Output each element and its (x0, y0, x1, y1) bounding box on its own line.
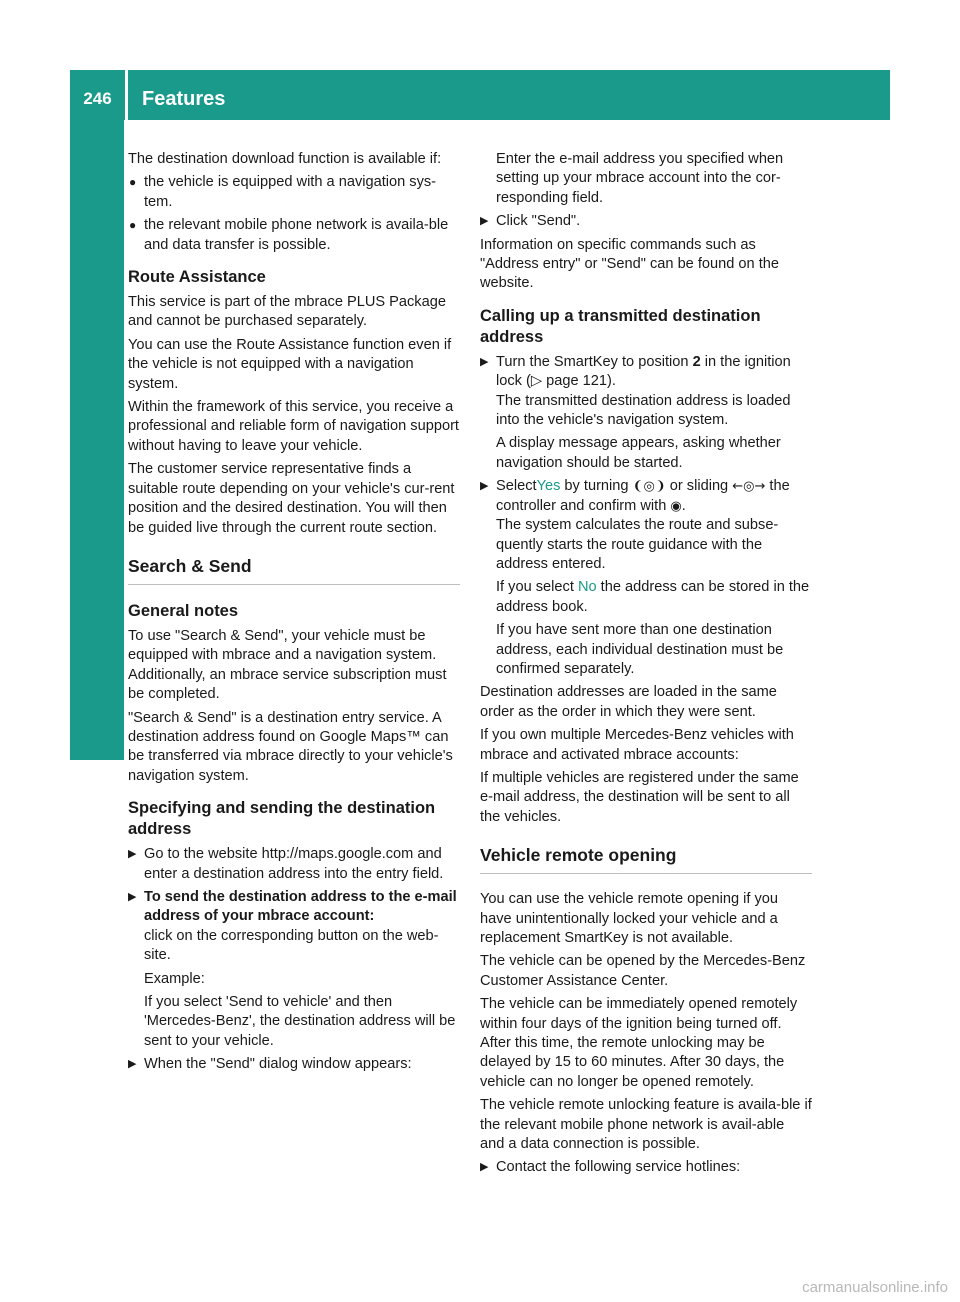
paragraph: The vehicle remote unlocking feature is availa-ble if the relevant mobile phone network is avail-able and a data connection is possible. (480, 1097, 812, 1153)
step-item: ▶ Go to the website http://maps.google.com and enter a destination address into the entry field. (128, 846, 444, 882)
step-item: ▶ SelectYes by turning ❨◎❩ or sliding ←◎→ the controller and confirm with ◉. The system calculates the route and subse-quently starts the route guidance with the address entered. (480, 478, 790, 572)
header-divider (125, 70, 128, 120)
chapter-side-tab (70, 120, 182, 814)
paragraph: The vehicle can be opened by the Mercedes-Benz Customer Assistance Center. (480, 953, 806, 989)
controller-press-icon: ◉ (670, 498, 682, 514)
page-ref-link[interactable]: page 121). (542, 373, 616, 390)
left-column (128, 150, 460, 1079)
paragraph: If you own multiple Mercedes-Benz vehicles with mbrace and activated mbrace accounts: (480, 727, 794, 763)
paragraph: The vehicle can be immediately opened remotely within four days of the ignition being turned off. After this time, the remote unlocking may be delayed by 15 to 60 minutes. After 30 days, the vehicle can no longer be opened remotely. (480, 996, 798, 1090)
no-option-text: If you select No the address can be stored in the address book. (496, 579, 810, 615)
list-item: ● the relevant mobile phone network is availa-ble and data transfer is possible. (129, 217, 449, 253)
list-item: ● the vehicle is equipped with a navigation sys-tem. (129, 174, 437, 210)
page-number: 246 (83, 89, 112, 108)
step-arrow-icon: ▶ (480, 1161, 489, 1174)
example-label: Example: (144, 970, 205, 987)
paragraph: "Search & Send" is a destination entry service. A destination address found on Google Maps™ can be transferred via mbrace directly to your vehicle's navigation system. (128, 709, 453, 784)
step-arrow-icon: ▶ (480, 215, 489, 228)
multiple-destinations-text: If you have sent more than one destination address, each individual destination must be confirmed separately. (496, 622, 784, 677)
display-message-text: A display message appears, asking whether navigation should be started. (496, 435, 781, 471)
intro-text: The destination download function is available if: (128, 151, 442, 167)
remote-opening-heading: Vehicle remote opening (480, 843, 812, 874)
watermark: carmanualsonline.info (802, 1279, 948, 1296)
calling-up-heading: Calling up a transmitted destination address (480, 306, 761, 346)
controller-slide-icon: ←◎→ (732, 479, 766, 495)
step-arrow-icon: ▶ (480, 355, 489, 368)
general-notes-heading: General notes (128, 601, 239, 620)
right-column (480, 150, 812, 1182)
step-item: ▶ To send the destination address to the e-mail address of your mbrace account: click on the corresponding button on the web-site. (128, 888, 457, 964)
email-instruction: Enter the e-mail address you specified when setting up your mbrace account into the cor-responding field. (496, 151, 784, 206)
chapter-title: Stowage and features (157, 586, 182, 814)
step-arrow-icon: ▶ (480, 480, 489, 493)
paragraph: You can use the Route Assistance function even if the vehicle is not equipped with a navigation system. (128, 336, 452, 392)
controller-turn-icon: ❨◎❩ (632, 479, 666, 495)
search-send-heading: Search & Send (128, 554, 460, 585)
example-text: If you select 'Send to vehicle' and then 'Mercedes-Benz', the destination address will be sent to your vehicle. (144, 994, 456, 1049)
step-arrow-icon: ▶ (128, 1058, 137, 1071)
specifying-heading: Specifying and sending the destination address (128, 799, 436, 839)
paragraph: If multiple vehicles are registered under the same e-mail address, the destination will be sent to all the vehicles. (480, 769, 799, 825)
step-item: ▶ Click "Send". (480, 212, 812, 231)
step-arrow-icon: ▶ (128, 890, 137, 903)
bullet-icon: ● (129, 175, 137, 190)
paragraph: The customer service representative finds a suitable route depending on your vehicle's cur-rent position and the desired destination. You will then be guided live through the current route section. (128, 461, 455, 536)
position-number: 2 (692, 353, 701, 370)
page-header (70, 70, 890, 120)
step-item: ▶ Turn the SmartKey to position 2 in the ignition lock (▷ page 121). The transmitted destination address is loaded into the vehicle's navigation system. (480, 353, 791, 429)
step-arrow-icon: ▶ (128, 848, 137, 861)
step-item: ▶ Contact the following service hotlines: (480, 1158, 812, 1177)
step-item: ▶ When the "Send" dialog window appears: (128, 1055, 460, 1074)
paragraph: Information on specific commands such as "Address entry" or "Send" can be found on the website. (480, 236, 780, 292)
route-assistance-heading: Route Assistance (128, 268, 266, 287)
paragraph: To use "Search & Send", your vehicle must be equipped with mbrace and a navigation system. Additionally, an mbrace service subscription must be completed. (128, 627, 447, 703)
no-option: No (577, 579, 597, 596)
yes-option: Yes (536, 478, 561, 495)
page-ref-icon: ▷ (530, 373, 543, 390)
section-title: Features (142, 88, 226, 110)
step-bold-text: To send the destination address to the e-mail address of your mbrace account: (144, 888, 457, 925)
paragraph: Destination addresses are loaded in the same order as the order in which they were sent. (480, 684, 777, 720)
paragraph: Within the framework of this service, you receive a professional and reliable form of navigation support without having to leave your vehicle. (128, 399, 459, 454)
paragraph: You can use the vehicle remote opening if you have unintentionally locked your vehicle and a replacement SmartKey is not available. (480, 891, 779, 946)
bullet-icon: ● (129, 218, 137, 233)
paragraph: This service is part of the mbrace PLUS Package and cannot be purchased separately. (128, 294, 446, 330)
